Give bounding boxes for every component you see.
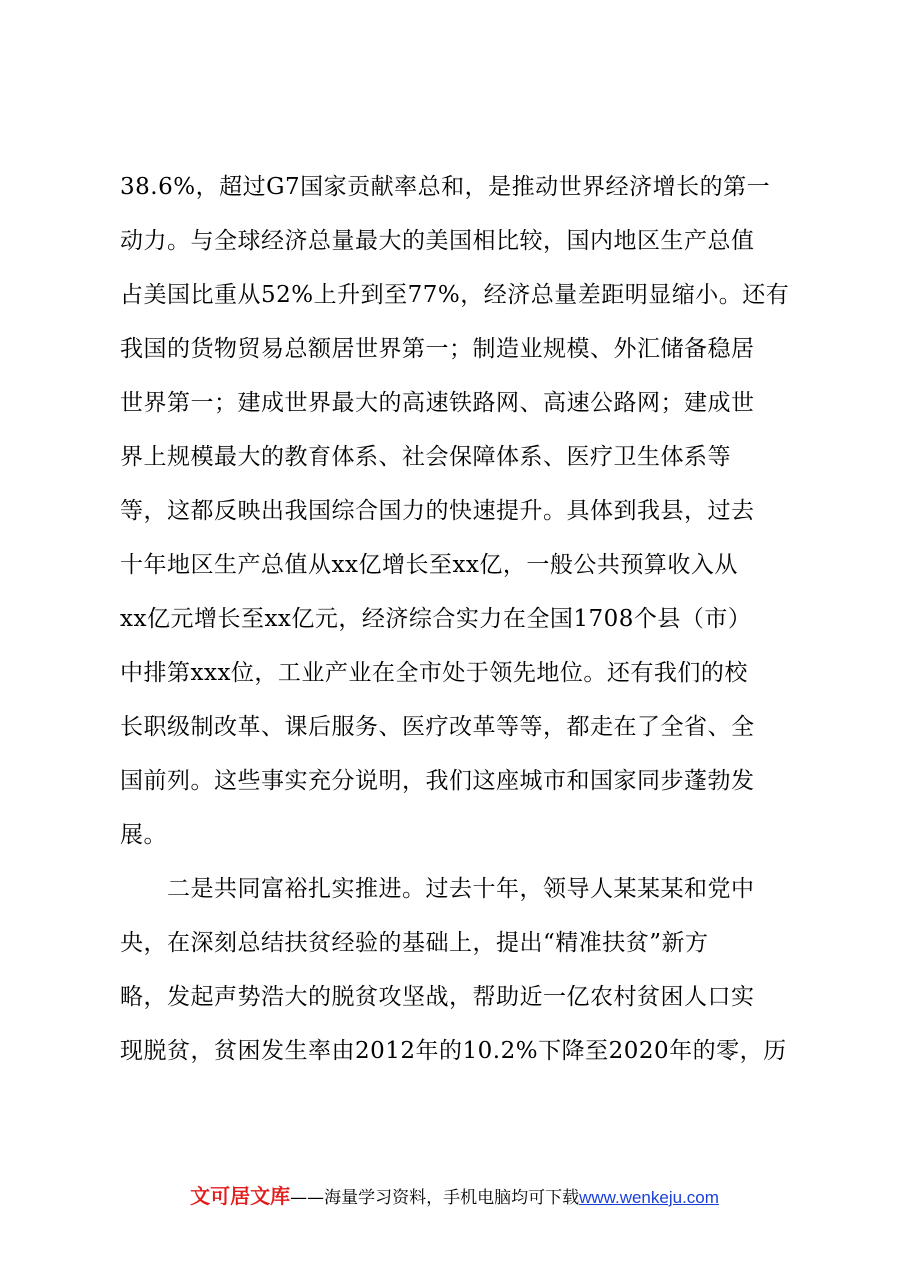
text-line: 二是共同富裕扎实推进。过去十年，领导人某某某和党中 — [120, 876, 755, 902]
text-line: 央，在深刻总结扶贫经验的基础上，提出“精准扶贫”新方 — [120, 930, 709, 956]
text-line: 等，这都反映出我国综合国力的快速提升。具体到我县，过去 — [120, 498, 755, 524]
footer-website-link[interactable]: www.wenkeju.com — [579, 1188, 719, 1207]
body-text — [120, 160, 800, 1078]
footer-tagline: ——海量学习资料，手机电脑均可下载 — [290, 1188, 580, 1208]
text-line: xx亿元增长至xx亿元，经济综合实力在全国1708个县（市） — [120, 606, 752, 632]
text-line: 展。 — [120, 822, 167, 848]
text-line: 中排第xxx位，工业产业在全市处于领先地位。还有我们的校 — [120, 660, 748, 686]
text-line: 世界第一；建成世界最大的高速铁路网、高速公路网；建成世 — [120, 390, 755, 416]
text-line: 占美国比重从52%上升到至77%，经济总量差距明显缩小。还有 — [120, 282, 790, 308]
text-line: 略，发起声势浩大的脱贫攻坚战，帮助近一亿农村贫困人口实 — [120, 984, 755, 1010]
text-line: 十年地区生产总值从xx亿增长至xx亿，一般公共预算收入从 — [120, 552, 738, 578]
text-line: 长职级制改革、课后服务、医疗改革等等，都走在了全省、全 — [120, 714, 755, 740]
text-line: 38.6%，超过G7国家贡献率总和，是推动世界经济增长的第一 — [120, 174, 771, 200]
text-line: 我国的货物贸易总额居世界第一；制造业规模、外汇储备稳居 — [120, 336, 755, 362]
footer-banner — [0, 1180, 909, 1209]
text-line: 动力。与全球经济总量最大的美国相比较，国内地区生产总值 — [120, 228, 755, 254]
footer-brand: 文可居文库 — [190, 1184, 291, 1208]
text-line: 国前列。这些事实充分说明，我们这座城市和国家同步蓬勃发 — [120, 768, 755, 794]
text-line: 现脱贫，贫困发生率由2012年的10.2%下降至2020年的零，历 — [120, 1038, 787, 1064]
text-line: 界上规模最大的教育体系、社会保障体系、医疗卫生体系等 — [120, 444, 731, 470]
